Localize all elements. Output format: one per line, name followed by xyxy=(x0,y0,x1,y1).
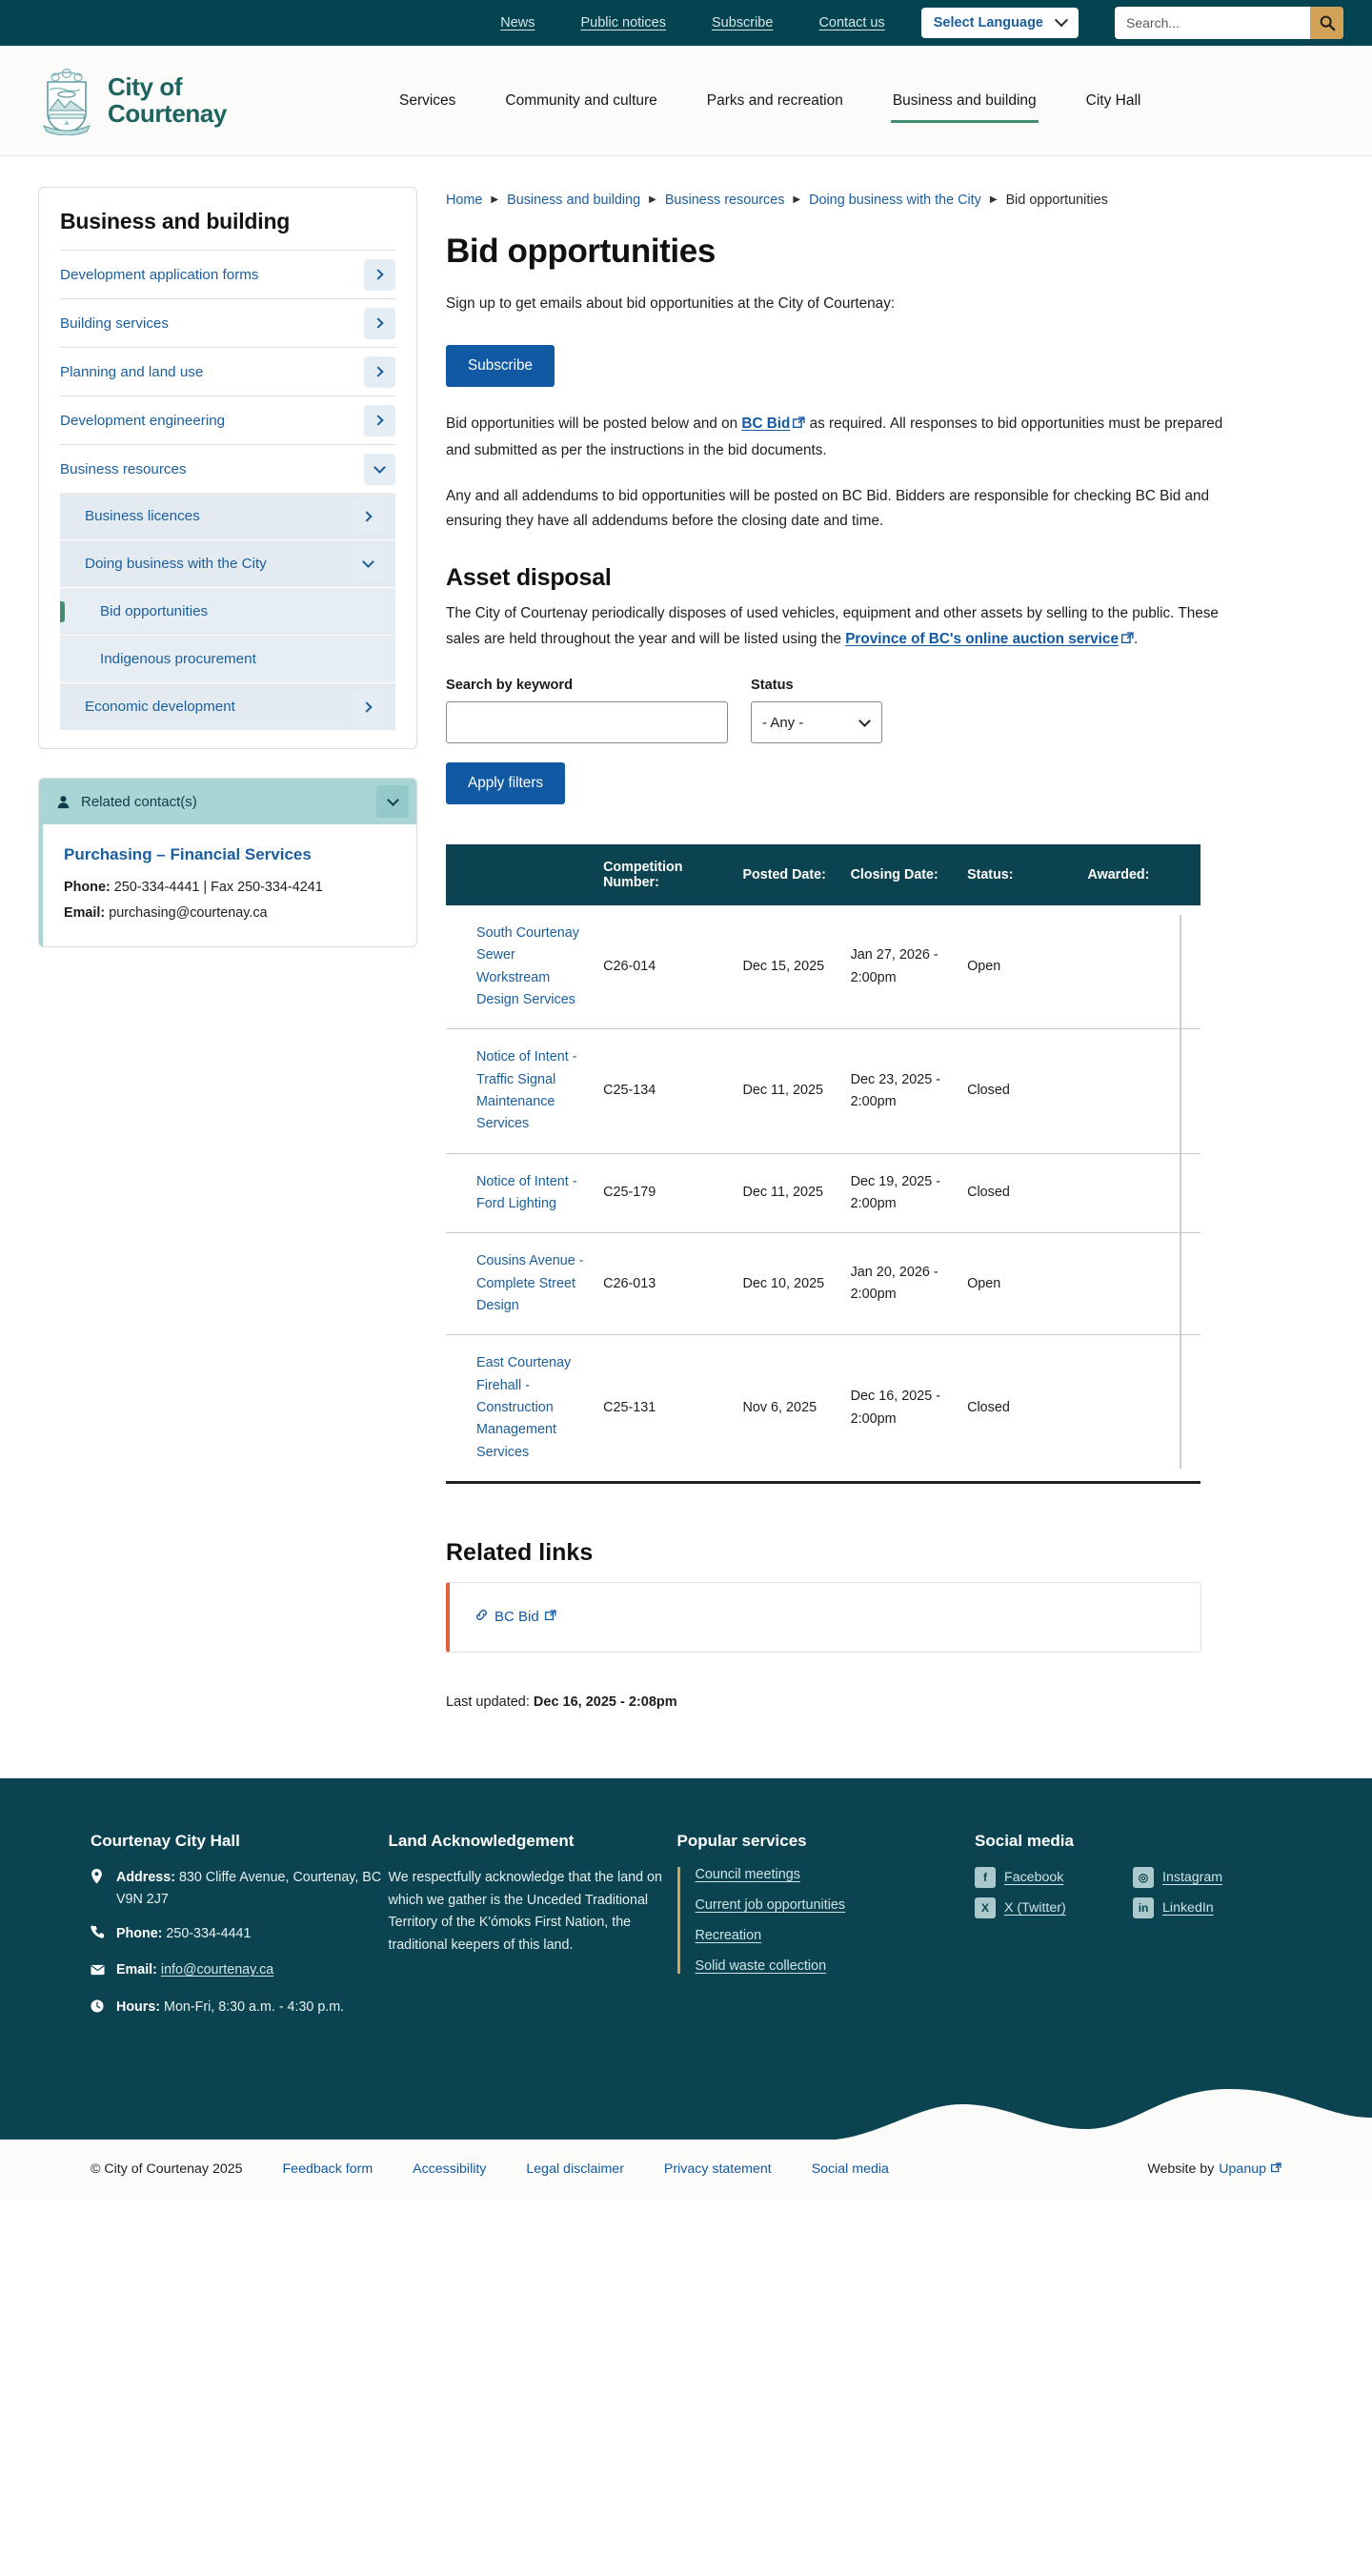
related-contacts-toggle[interactable] xyxy=(39,779,416,824)
facebook-icon: f xyxy=(975,1867,996,1888)
social-facebook-label[interactable]: Facebook xyxy=(1004,1869,1064,1885)
status-filter-group xyxy=(751,678,882,743)
column-status: Status: xyxy=(959,844,1079,905)
utility-link-news[interactable]: News xyxy=(500,15,535,30)
breadcrumb-current: Bid opportunities xyxy=(1005,193,1108,208)
footer-wave-decoration xyxy=(0,2073,1372,2140)
sidebar xyxy=(38,187,417,947)
envelope-icon xyxy=(91,1961,106,1983)
last-updated-value: Dec 16, 2025 - 2:08pm xyxy=(533,1694,677,1710)
sidebar-item-doing-business-with-the-city[interactable] xyxy=(60,540,395,588)
bid-title-link[interactable]: Cousins Avenue - Complete Street Design xyxy=(476,1253,584,1314)
bid-title-link[interactable]: South Courtenay Sewer Workstream Design Services xyxy=(476,925,580,1008)
bc-auction-service-link[interactable]: Province of BC's online auction service xyxy=(845,630,1119,647)
column-awarded: Awarded: xyxy=(1080,844,1200,905)
asset-paragraph-prefix: The City of Courtenay periodically disposes of used vehicles, equipment and other assets by selling to the public. These sales are held throughout the year and will be listed using the xyxy=(446,605,1219,647)
sidebar-item-development-engineering[interactable] xyxy=(60,396,395,444)
table-row xyxy=(446,1029,1200,1153)
breadcrumb xyxy=(446,193,1237,208)
breadcrumb-separator-icon: ▶ xyxy=(793,194,801,205)
footer-email-row xyxy=(91,1959,389,1983)
footer-columns xyxy=(0,1832,1372,2033)
sidebar-item-label: Development application forms xyxy=(60,266,259,283)
footer-link-recreation[interactable]: Recreation xyxy=(695,1927,762,1943)
related-contacts-label: Related contact(s) xyxy=(81,793,197,810)
linkedin-icon: in xyxy=(1133,1897,1154,1918)
chevron-right-icon[interactable] xyxy=(364,308,395,339)
breadcrumb-separator-icon: ▶ xyxy=(649,194,656,205)
chevron-right-icon[interactable] xyxy=(364,405,395,436)
footer-hours-value: Mon-Fri, 8:30 a.m. - 4:30 p.m. xyxy=(160,1998,345,2015)
sidebar-item-label: Planning and land use xyxy=(60,363,204,380)
social-x-twitter-label[interactable]: X (Twitter) xyxy=(1004,1899,1066,1916)
table-row xyxy=(446,1153,1200,1233)
social-facebook[interactable] xyxy=(975,1867,1116,1888)
footer-land-heading: Land Acknowledgement xyxy=(388,1831,575,1850)
link-chain-icon xyxy=(474,1608,489,1626)
cell-posted-date: Dec 15, 2025 xyxy=(735,905,842,1029)
asset-disposal-paragraph xyxy=(446,601,1237,653)
site-footer xyxy=(0,1778,1372,2200)
cell-title xyxy=(446,905,595,1029)
masthead xyxy=(0,46,1372,156)
external-link-icon xyxy=(545,1609,556,1625)
contact-email-value[interactable]: purchasing@courtenay.ca xyxy=(109,904,268,921)
footer-link-legal-disclaimer[interactable]: Legal disclaimer xyxy=(526,2161,624,2178)
breadcrumb-separator-icon: ▶ xyxy=(491,194,499,205)
external-link-icon xyxy=(793,413,805,437)
intro-paragraph: Sign up to get emails about bid opportunities at the City of Courtenay: xyxy=(446,295,896,312)
related-links-box xyxy=(446,1582,1201,1653)
cell-title xyxy=(446,1153,595,1233)
contact-phone-label: Phone: xyxy=(64,880,111,895)
cell-title xyxy=(446,1029,595,1153)
footer-link-council-meetings[interactable]: Council meetings xyxy=(695,1866,800,1882)
breadcrumb-business-resources[interactable]: Business resources xyxy=(664,193,785,208)
footer-social-heading: Social media xyxy=(975,1831,1074,1850)
search-input[interactable] xyxy=(1115,7,1310,39)
contact-name: Purchasing – Financial Services xyxy=(64,845,312,863)
related-link-bc-bid[interactable] xyxy=(474,1608,556,1626)
footer-link-accessibility[interactable]: Accessibility xyxy=(413,2161,487,2178)
social-instagram-label[interactable]: Instagram xyxy=(1162,1869,1223,1885)
cell-competition-number: C25-134 xyxy=(595,1029,735,1153)
filter-bar xyxy=(446,678,1237,743)
table-body xyxy=(446,905,1200,1482)
keyword-filter-label: Search by keyword xyxy=(446,678,574,694)
x-twitter-icon: X xyxy=(975,1897,996,1918)
nav-parks-and-recreation[interactable]: Parks and recreation xyxy=(706,91,843,109)
column-closing-date: Closing Date: xyxy=(843,844,959,905)
cell-competition-number: C25-179 xyxy=(595,1153,735,1233)
cell-competition-number: C25-131 xyxy=(595,1335,735,1483)
cell-status: Closed xyxy=(959,1153,1079,1233)
footer-link-feedback-form[interactable]: Feedback form xyxy=(282,2161,373,2178)
nav-services[interactable]: Services xyxy=(398,91,456,109)
nav-community-and-culture[interactable]: Community and culture xyxy=(505,91,657,109)
footer-website-credit xyxy=(1147,2161,1281,2177)
column-posted-date: Posted Date: xyxy=(735,844,842,905)
bc-bid-paragraph xyxy=(446,412,1237,463)
social-linkedin[interactable] xyxy=(1133,1897,1274,1918)
bid-opportunities-table-wrapper xyxy=(446,844,1237,1484)
sidebar-item-planning-and-land-use[interactable] xyxy=(60,347,395,396)
city-crest-icon xyxy=(38,67,95,135)
chevron-right-icon[interactable] xyxy=(364,356,395,388)
sidebar-item-label: Bid opportunities xyxy=(100,603,209,619)
footer-phone-value: 250-334-4441 xyxy=(162,1926,252,1942)
bc-bid-paragraph-suffix: as required. All responses to bid opportunities must be prepared and submitted as per the instructions in the bid documents. xyxy=(446,416,1223,458)
subscribe-button[interactable]: Subscribe xyxy=(446,345,555,387)
cell-status: Open xyxy=(959,905,1079,1029)
sidebar-item-label: Business resources xyxy=(60,460,187,477)
person-icon xyxy=(56,795,71,809)
table-row xyxy=(446,1335,1200,1483)
cell-status: Closed xyxy=(959,1335,1079,1483)
footer-bottom-left xyxy=(91,2161,889,2177)
footer-address-label: Address: xyxy=(116,1869,175,1885)
footer-land-text: We respectfully acknowledge that the land on which we gather is the Unceded Traditional Territory of the K'ómoks First Nation, the traditional keepers of this land. xyxy=(388,1869,662,1954)
sidebar-item-label: Doing business with the City xyxy=(85,556,267,572)
footer-hours-label: Hours: xyxy=(116,1998,161,2015)
column-title xyxy=(446,844,595,905)
utility-link-public-notices[interactable]: Public notices xyxy=(580,15,666,30)
last-updated-label: Last updated: xyxy=(446,1694,534,1710)
upanup-link[interactable]: Upanup xyxy=(1219,2161,1266,2178)
brand-wordmark xyxy=(108,74,227,127)
footer-bottom-bar xyxy=(0,2140,1372,2200)
brand-line-2: Courtenay xyxy=(108,98,227,128)
external-link-icon xyxy=(1271,2161,1281,2177)
cell-posted-date: Dec 11, 2025 xyxy=(735,1153,842,1233)
footer-link-current-job-opportunities[interactable]: Current job opportunities xyxy=(695,1897,846,1913)
footer-social-grid xyxy=(975,1867,1281,1918)
sidebar-item-development-application-forms[interactable] xyxy=(60,250,395,298)
utility-link-subscribe[interactable]: Subscribe xyxy=(711,15,774,30)
sidebar-item-label: Indigenous procurement xyxy=(100,651,256,667)
cell-awarded xyxy=(1080,1153,1200,1233)
chevron-right-icon[interactable] xyxy=(364,259,395,291)
cell-awarded xyxy=(1080,1233,1200,1335)
breadcrumb-home[interactable]: Home xyxy=(446,193,483,208)
status-filter-label: Status xyxy=(751,678,794,694)
site-search xyxy=(1115,7,1343,39)
asset-paragraph-suffix: . xyxy=(1133,630,1139,647)
cell-posted-date: Nov 6, 2025 xyxy=(735,1335,842,1483)
footer-email-link[interactable]: info@courtenay.ca xyxy=(160,1962,274,1978)
footer-city-hall-column xyxy=(91,1832,389,2033)
chevron-right-icon[interactable] xyxy=(353,500,384,532)
related-contacts-body xyxy=(39,824,416,946)
sidebar-title: Business and building xyxy=(60,209,291,233)
footer-link-solid-waste-collection[interactable]: Solid waste collection xyxy=(695,1957,827,1974)
bid-opportunities-table xyxy=(446,844,1200,1484)
page-title: Bid opportunities xyxy=(446,233,716,270)
last-updated xyxy=(446,1694,1237,1710)
sidebar-item-indigenous-procurement[interactable] xyxy=(60,636,395,683)
utility-bar xyxy=(0,0,1372,46)
main-content xyxy=(446,187,1237,1710)
sidebar-item-label: Development engineering xyxy=(60,412,226,429)
section-navigation xyxy=(38,187,417,749)
sidebar-item-economic-development[interactable] xyxy=(60,683,395,731)
contact-phone-value: 250-334-4441 | Fax 250-334-4241 xyxy=(113,880,323,895)
sidebar-item-label: Business licences xyxy=(85,508,200,524)
language-selector[interactable] xyxy=(921,8,1079,38)
table-header-row xyxy=(446,844,1200,905)
footer-hours-row xyxy=(91,1997,389,2020)
social-linkedin-label[interactable]: LinkedIn xyxy=(1162,1899,1214,1916)
footer-popular-services-column xyxy=(677,1832,976,2033)
utility-links xyxy=(500,15,885,30)
brand-line-1: City of xyxy=(108,72,183,102)
footer-address-value: 830 Cliffe Avenue, Courtenay, BC V9N 2J7 xyxy=(116,1869,382,1908)
cell-competition-number: C26-013 xyxy=(595,1233,735,1335)
footer-email-label: Email: xyxy=(116,1962,157,1978)
cell-title xyxy=(446,1335,595,1483)
addendums-paragraph: Any and all addendums to bid opportunities will be posted on BC Bid. Bidders are responsible for checking BC Bid and ensuring they have all addendums before the closing date and time. xyxy=(446,487,1210,530)
logo-home-link[interactable] xyxy=(38,67,227,135)
footer-popular-list xyxy=(677,1867,976,1974)
contact-email-label: Email: xyxy=(64,904,106,921)
contact-phone-row xyxy=(64,875,397,901)
bid-title-link[interactable]: Notice of Intent - Traffic Signal Maintenance Services xyxy=(476,1049,577,1132)
footer-link-privacy-statement[interactable]: Privacy statement xyxy=(663,2161,772,2178)
keyword-filter-input[interactable] xyxy=(446,701,728,743)
footer-social-media-column xyxy=(975,1832,1281,2033)
column-competition-number: Competition Number: xyxy=(595,844,735,905)
external-link-icon xyxy=(1121,628,1134,653)
cell-status: Open xyxy=(959,1233,1079,1335)
cell-awarded xyxy=(1080,905,1200,1029)
social-x-twitter[interactable] xyxy=(975,1897,1116,1918)
footer-land-acknowledgement-column xyxy=(389,1832,677,2033)
clock-icon xyxy=(91,1998,106,2020)
chevron-down-icon[interactable] xyxy=(353,548,384,579)
cell-title xyxy=(446,1233,595,1335)
nav-business-and-building[interactable]: Business and building xyxy=(868,46,1061,155)
chevron-down-icon xyxy=(1055,13,1068,27)
footer-link-social-media[interactable]: Social media xyxy=(811,2161,889,2178)
status-filter-select[interactable] xyxy=(751,701,882,743)
nav-city-hall[interactable]: City Hall xyxy=(1085,91,1141,109)
table-scrollbar[interactable] xyxy=(1180,915,1181,1469)
chevron-right-icon[interactable] xyxy=(353,691,384,722)
cell-closing-date: Dec 16, 2025 - 2:00pm xyxy=(843,1335,959,1483)
sidebar-item-label: Economic development xyxy=(85,699,235,715)
website-by-label: Website by xyxy=(1147,2161,1215,2178)
contact-email-row xyxy=(64,901,397,926)
apply-filters-row xyxy=(446,762,1237,804)
cell-closing-date: Jan 27, 2026 - 2:00pm xyxy=(843,905,959,1029)
footer-city-hall-heading: Courtenay City Hall xyxy=(91,1831,240,1850)
sidebar-item-business-resources[interactable] xyxy=(60,444,395,493)
sidebar-item-label: Building services xyxy=(60,314,169,332)
cell-awarded xyxy=(1080,1029,1200,1153)
main-navigation xyxy=(374,46,1165,155)
breadcrumb-doing-business-with-the-city[interactable]: Doing business with the City xyxy=(809,193,981,208)
cell-closing-date: Dec 23, 2025 - 2:00pm xyxy=(843,1029,959,1153)
sidebar-item-business-licences[interactable] xyxy=(60,493,395,540)
related-links-heading: Related links xyxy=(446,1538,594,1566)
social-instagram[interactable] xyxy=(1133,1867,1274,1888)
cell-awarded xyxy=(1080,1335,1200,1483)
table-header xyxy=(446,844,1200,905)
location-pin-icon xyxy=(91,1869,106,1911)
asset-disposal-heading: Asset disposal xyxy=(446,564,612,592)
chevron-down-icon[interactable] xyxy=(376,785,409,818)
cell-status: Closed xyxy=(959,1029,1079,1153)
footer-phone-label: Phone: xyxy=(116,1926,163,1942)
cell-closing-date: Dec 19, 2025 - 2:00pm xyxy=(843,1153,959,1233)
cell-competition-number: C26-014 xyxy=(595,905,735,1029)
utility-link-contact-us[interactable]: Contact us xyxy=(818,15,885,30)
footer-phone-row xyxy=(91,1923,389,1947)
page-body xyxy=(0,156,1372,1710)
wave-shape-icon xyxy=(0,2073,1372,2140)
table-row xyxy=(446,905,1200,1029)
cell-posted-date: Dec 11, 2025 xyxy=(735,1029,842,1153)
breadcrumb-separator-icon: ▶ xyxy=(989,194,998,205)
copyright-text: © City of Courtenay 2025 xyxy=(91,2161,243,2178)
footer-popular-heading: Popular services xyxy=(676,1831,807,1850)
search-button[interactable] xyxy=(1310,7,1343,39)
sidebar-item-bid-opportunities[interactable] xyxy=(60,588,395,636)
bid-title-link[interactable]: East Courtenay Firehall - Construction Management Services xyxy=(476,1355,572,1460)
footer-address-row xyxy=(91,1867,389,1911)
breadcrumb-business-and-building[interactable]: Business and building xyxy=(507,193,641,208)
cell-posted-date: Dec 10, 2025 xyxy=(735,1233,842,1335)
cell-closing-date: Jan 20, 2026 - 2:00pm xyxy=(843,1233,959,1335)
sidebar-item-building-services[interactable] xyxy=(60,298,395,347)
related-contacts-card xyxy=(38,778,417,947)
phone-icon xyxy=(91,1925,106,1947)
search-icon xyxy=(1319,14,1336,31)
keyword-filter-group xyxy=(446,678,728,743)
bc-bid-link[interactable]: BC Bid xyxy=(741,416,791,433)
related-link-label: BC Bid xyxy=(494,1608,539,1625)
bid-title-link[interactable]: Notice of Intent - Ford Lighting xyxy=(476,1173,577,1212)
bc-bid-paragraph-prefix: Bid opportunities will be posted below and on xyxy=(446,416,742,433)
instagram-icon: ◎ xyxy=(1133,1867,1154,1888)
apply-filters-button[interactable]: Apply filters xyxy=(446,762,565,804)
chevron-down-icon[interactable] xyxy=(364,454,395,485)
table-row xyxy=(446,1233,1200,1335)
language-selector-label: Select Language xyxy=(933,15,1043,30)
